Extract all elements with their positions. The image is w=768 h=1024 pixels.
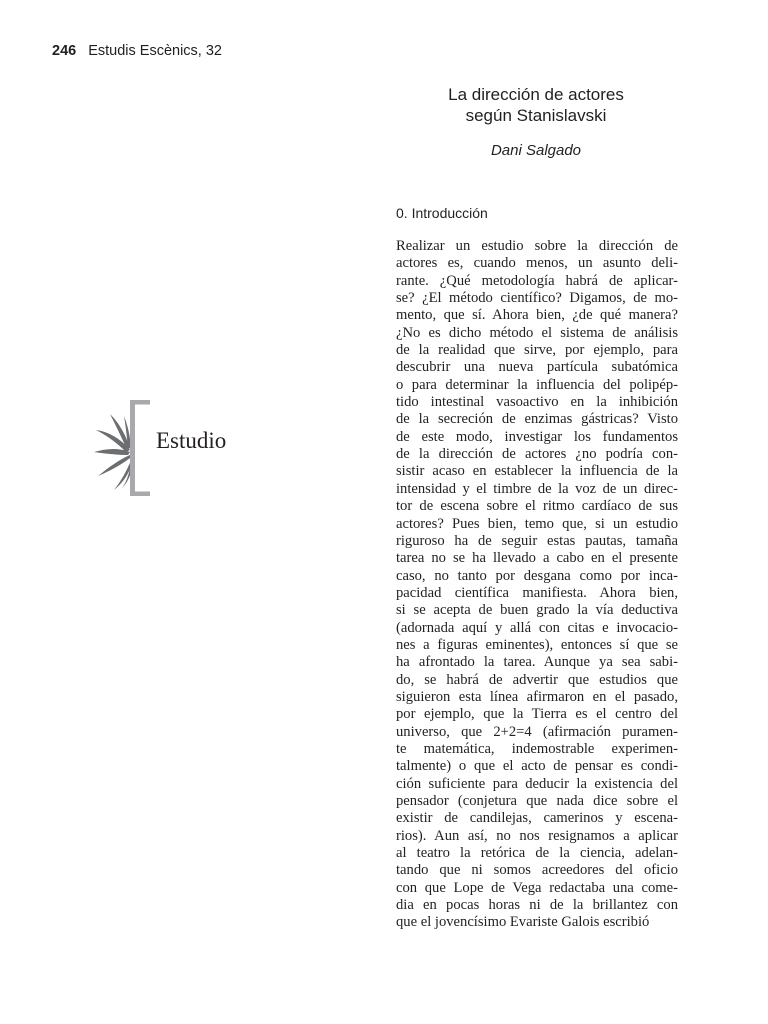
body-line: al teatro la retórica de la ciencia, adelan- [396,845,678,862]
body-line: con que Lope de Vega redactaba una come- [396,879,678,896]
body-line: descubrir una nueva partícula subatómica [396,359,678,376]
page-number: 246 [52,43,77,59]
body-line: Realizar un estudio sobre la dirección de [396,238,678,254]
body-line: caso, no tanto por desgana como por inca- [396,567,678,584]
body-text [396,238,678,932]
bracket-icon [130,400,152,496]
body-line: mento, que sí. Ahora bien, ¿de qué manera? [396,307,678,324]
running-header [52,43,222,59]
body-line: por ejemplo, que la Tierra es el centro del [396,706,678,723]
body-line: universo, que 2+2=4 (afirmación puramen- [396,723,678,740]
body-line: pensador (conjetura que nada dice sobre el [396,793,678,809]
body-line: intensidad y el timbre de la voz de un direc- [396,480,678,497]
body-line: riguroso ha de seguir estas pautas, tamaña [396,532,678,549]
body-line: de la secreción de enzimas gástricas? Visto [396,411,678,428]
body-line: ha afrontado la tarea. Aunque ya sea sabi- [396,654,678,671]
body-line: existir de candilejas, camerinos y escena- [396,810,678,827]
body-line: o para determinar la influencia del polipép- [396,376,678,393]
body-line: que el jovencísimo Evariste Galois escribió [396,914,650,931]
section-heading: 0. Introducción [396,205,488,221]
body-line: de este modo, investigar los fundamentos [396,428,678,445]
body-line: se? ¿El método científico? Digamos, de mo- [396,290,678,307]
title-line-1: La dirección de actores [448,85,624,104]
body-line: te matemática, indemostrable experimen- [396,740,678,757]
body-line: nes a figuras eminentes), entonces sí que se [396,636,678,653]
article-title [396,84,676,126]
body-line: ¿No es dicho método el sistema de análisis [396,324,678,341]
body-line: de la realidad que sirve, por ejemplo, para [396,342,678,359]
body-line: actores es, cuando menos, un asunto deli- [396,255,678,272]
body-line: tor de escena sobre el ritmo cardíaco de sus [396,498,678,515]
body-line: tarea no se ha llevado a cabo en el presente [396,550,678,567]
body-line: do, se habrá de advertir que estudios que [396,671,678,688]
body-line: talmente) o que el acto de pensar es condi- [396,758,678,775]
body-line: rante. ¿Qué metodología habrá de aplicar- [396,272,678,289]
author-name: Dani Salgado [490,142,582,159]
title-line-2: según Stanislavski [465,106,607,125]
section-category-label: Estudio [156,428,227,453]
body-line: dia en pocas horas ni de la brillantez con [396,897,678,914]
body-line: pacidad científica manifiesta. Ahora bien, [396,584,678,601]
body-line: sistir acaso en establecer la influencia de la [396,463,678,480]
body-line: rios). Aun así, no nos resignamos a aplicar [396,827,678,844]
body-line: de la dirección de actores ¿no podría con- [396,446,678,463]
journal-name: Estudis Escènics, 32 [88,43,222,59]
body-line: (adornada aquí y allá con citas e invocacio- [396,619,678,636]
body-line: tando que ni somos acreedores del oficio [396,862,678,879]
body-line: actores? Pues bien, temo que, si un estudio [396,515,678,532]
body-line: si se acepta de buen grado la vía deductiva [396,602,678,619]
body-line: siguieron esta línea afirmaron en el pasado, [396,688,678,705]
body-line: ción suficiente para deducir la existencia del [396,775,678,792]
body-line: tido intestinal vasoactivo en la inhibición [396,394,678,411]
